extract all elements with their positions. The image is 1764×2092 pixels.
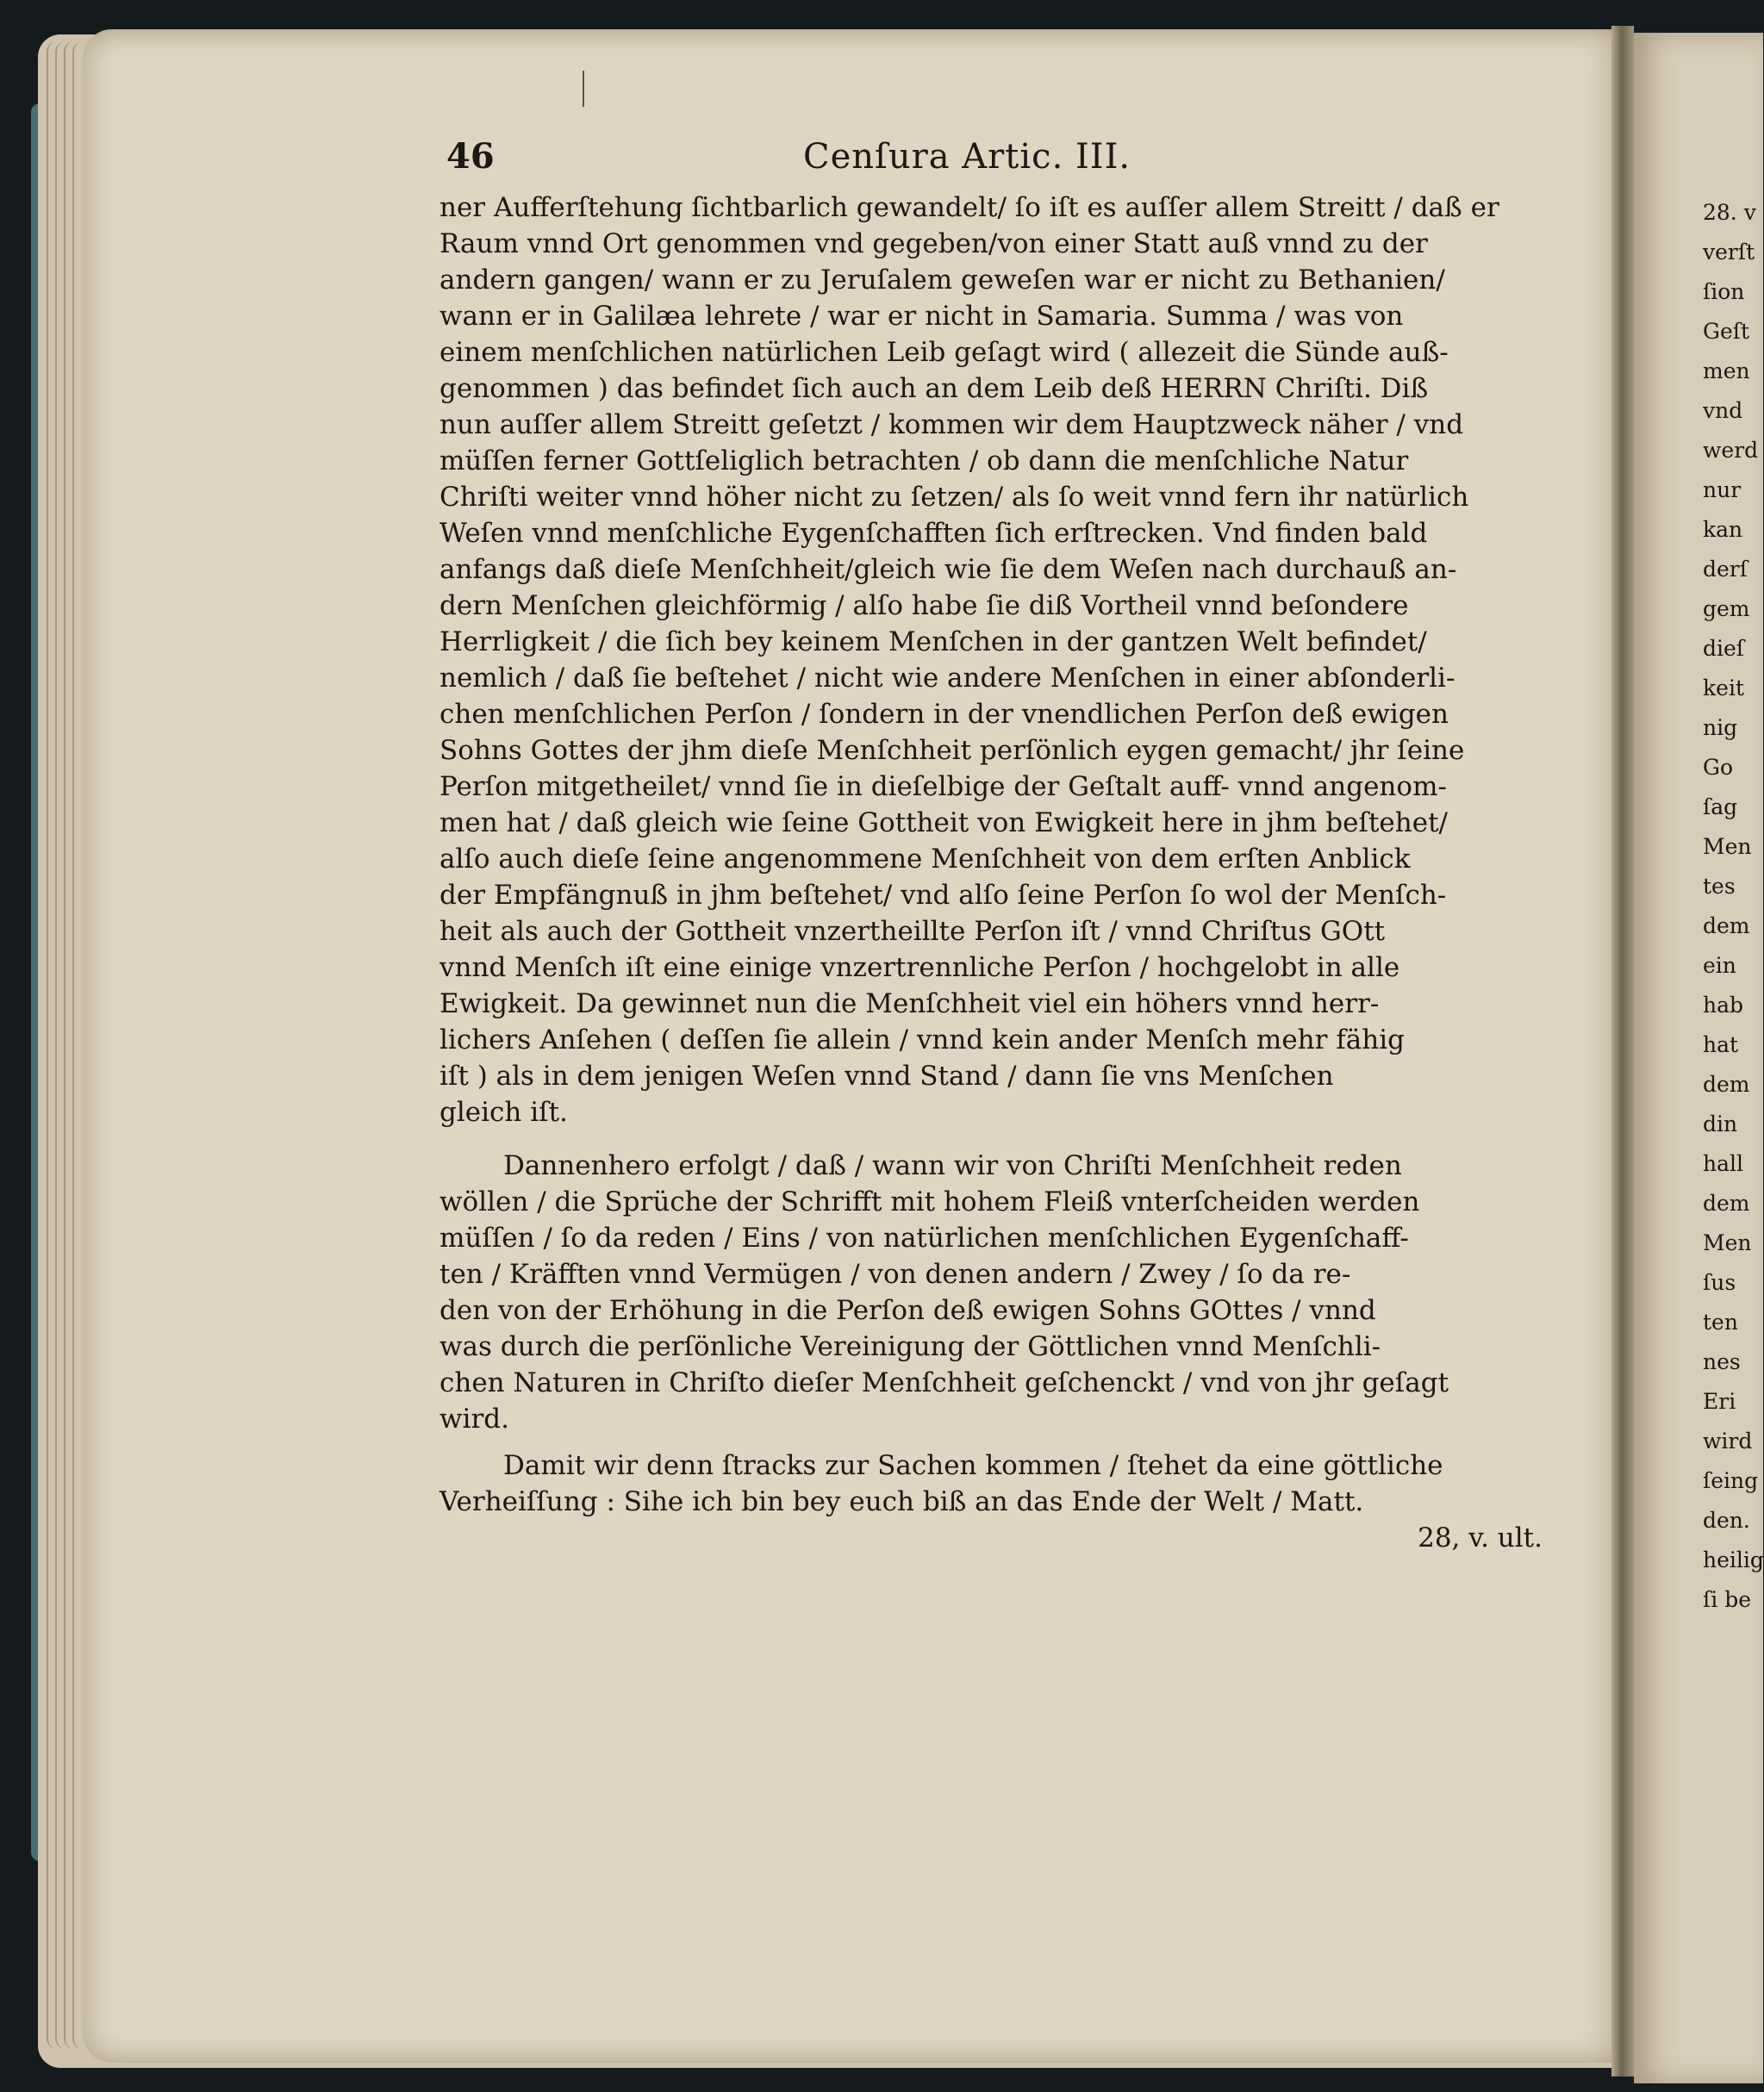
margin-fragment: nes xyxy=(1703,1349,1741,1374)
margin-fragment: ſi be xyxy=(1703,1587,1751,1612)
margin-fragment: dem xyxy=(1703,1072,1750,1097)
text-line: gleich iſt. xyxy=(439,1097,568,1128)
paragraph-spacing xyxy=(439,1130,1543,1148)
text-line: wann er in Galilæa lehrete / war er nicht in Samaria. Summa / was von xyxy=(439,301,1404,332)
text-line: Perſon mitgetheilet/ vnnd ſie in dieſelbige der Geſtalt auff- vnnd angenom- xyxy=(439,771,1447,802)
text-line: müſſen ferner Gottſeliglich betrachten / ob dann die menſchliche Natur xyxy=(439,445,1409,476)
margin-fragment: dem xyxy=(1703,913,1750,938)
paragraph-line: chen Naturen in Chriſto dieſer Menſchheit geſchenckt / vnd von jhr geſagt xyxy=(439,1367,1449,1398)
margin-fragment: werd xyxy=(1703,438,1759,463)
text-line: vnnd Menſch iſt eine einige vnzertrennliche Perſon / hochgelobt in alle xyxy=(439,952,1400,983)
paragraph-line: Damit wir denn ſtracks zur Sachen kommen / ſtehet da eine göttliche xyxy=(503,1450,1443,1481)
paragraph-line: Verheiſſung : Sihe ich bin bey euch biß an das Ende der Welt / Matt. xyxy=(439,1486,1364,1517)
text-line: Sohns Gottes der jhm dieſe Menſchheit perſönlich eygen gemacht/ jhr ſeine xyxy=(439,735,1465,766)
facing-page-fragments xyxy=(1703,193,1764,1620)
running-head-title: Cenſura Artic. III. xyxy=(803,137,1131,177)
margin-fragment: 28. v xyxy=(1703,200,1756,225)
margin-fragment: ſion xyxy=(1703,279,1745,304)
paragraph-line: ten / Kräfften vnnd Vermügen / von denen andern / Zwey / ſo da re- xyxy=(439,1259,1351,1290)
margin-fragment: gem xyxy=(1703,596,1750,621)
margin-fragment: dem xyxy=(1703,1191,1750,1216)
margin-fragment: nur xyxy=(1703,477,1742,502)
running-head xyxy=(446,131,1248,183)
margin-fragment: kan xyxy=(1703,517,1743,542)
margin-fragment: Geſt xyxy=(1703,319,1750,344)
text-line: nemlich / daß ſie beſtehet / nicht wie andere Menſchen in einer abſonderli- xyxy=(439,663,1455,694)
text-line: ner Aufferſtehung ſichtbarlich gewandelt/ ſo iſt es auſſer allem Streitt / daß er xyxy=(439,192,1499,223)
text-line: der Empfängnuß in jhm beſtehet/ vnd alſo ſeine Perſon ſo wol der Menſch- xyxy=(439,880,1447,911)
margin-fragment: derſ xyxy=(1703,557,1748,582)
paragraph-spacing xyxy=(439,1437,1543,1448)
text-line: chen menſchlichen Perſon / ſondern in der vnendlichen Perſon deß ewigen xyxy=(439,699,1449,730)
text-line: anfangs daß dieſe Menſchheit/gleich wie ſie dem Weſen nach durchauß an- xyxy=(439,554,1457,585)
text-line: Herrligkeit / die ſich bey keinem Menſchen in der gantzen Welt befindet/ xyxy=(439,626,1427,657)
paragraph-line: den von der Erhöhung in die Perſon deß ewigen Sohns GOttes / vnnd xyxy=(439,1295,1376,1326)
page-number: 46 xyxy=(446,136,495,177)
final-reference: 28, v. ult. xyxy=(1418,1522,1543,1553)
margin-fragment: ſag xyxy=(1703,794,1738,819)
text-line: Ewigkeit. Da gewinnet nun die Menſchheit viel ein höhers vnnd herr- xyxy=(439,988,1380,1019)
paragraph-line: wöllen / die Sprüche der Schrifft mit hohem Fleiß vnterſcheiden werden xyxy=(439,1186,1420,1217)
page-mark xyxy=(583,71,584,107)
margin-fragment: hat xyxy=(1703,1032,1739,1057)
paragraph-line: müſſen / ſo da reden / Eins / von natürlichen menſchlichen Eygenſchaff- xyxy=(439,1223,1409,1254)
margin-fragment: heilig xyxy=(1703,1547,1764,1572)
text-line: andern gangen/ wann er zu Jeruſalem geweſen war er nicht zu Bethanien/ xyxy=(439,265,1445,296)
margin-fragment: ſus xyxy=(1703,1270,1736,1295)
page-edge-line xyxy=(72,41,83,2049)
text-line: Weſen vnnd menſchliche Eygenſchafften ſich erſtrecken. Vnd finden bald xyxy=(439,518,1428,549)
margin-fragment: tes xyxy=(1703,874,1736,899)
paragraph-line: was durch die perſönliche Vereinigung der Göttlichen vnnd Menſchli- xyxy=(439,1331,1381,1362)
text-line: nun auſſer allem Streitt geſetzt / kommen wir dem Hauptzweck näher / vnd xyxy=(439,409,1464,440)
margin-fragment: men xyxy=(1703,358,1750,383)
text-line: lichers Anſehen ( deſſen ſie allein / vnnd kein ander Menſch mehr fähig xyxy=(439,1024,1405,1055)
text-line: heit als auch der Gottheit vnzertheillte Perſon iſt / vnnd Chriſtus GOtt xyxy=(439,916,1386,947)
text-line: Chriſti weiter vnnd höher nicht zu ſetzen/ als ſo weit vnnd fern ihr natürlich xyxy=(439,482,1469,513)
text-line: alſo auch dieſe ſeine angenommene Menſchheit von dem erſten Anblick xyxy=(439,844,1411,875)
margin-fragment: vnd xyxy=(1703,398,1743,423)
margin-fragment: Eri xyxy=(1703,1389,1736,1414)
margin-fragment: dieſ xyxy=(1703,636,1745,661)
margin-fragment: ten xyxy=(1703,1310,1738,1335)
margin-fragment: keit xyxy=(1703,676,1744,700)
margin-fragment: nig xyxy=(1703,715,1738,740)
margin-fragment: hall xyxy=(1703,1151,1743,1176)
margin-fragment: ein xyxy=(1703,953,1736,978)
margin-fragment: ſeing xyxy=(1703,1468,1759,1493)
margin-fragment: wird xyxy=(1703,1429,1753,1454)
paragraph-line: wird. xyxy=(439,1404,509,1435)
text-line: Raum vnnd Ort genommen vnd gegeben/von einer Statt auß vnnd zu der xyxy=(439,228,1428,259)
main-text-block xyxy=(439,190,1543,1556)
margin-fragment: hab xyxy=(1703,993,1744,1018)
margin-fragment: Men xyxy=(1703,1230,1752,1255)
margin-fragment: Go xyxy=(1703,755,1734,780)
margin-fragment: den. xyxy=(1703,1508,1750,1533)
book-gutter xyxy=(1611,26,1634,2076)
paragraph-line: Dannenhero erfolgt / daß / wann wir von Chriſti Menſchheit reden xyxy=(503,1150,1402,1181)
text-line: dern Menſchen gleichförmig / alſo habe ſie diß Vortheil vnnd beſondere xyxy=(439,590,1409,621)
margin-fragment: din xyxy=(1703,1111,1738,1136)
text-line: men hat / daß gleich wie ſeine Gottheit von Ewigkeit here in jhm beſtehet/ xyxy=(439,807,1448,838)
text-line: iſt ) als in dem jenigen Weſen vnnd Stand / dann ſie vns Menſchen xyxy=(439,1061,1334,1092)
margin-fragment: verſt xyxy=(1703,240,1755,265)
margin-fragment: Men xyxy=(1703,834,1752,859)
text-line: genommen ) das befindet ſich auch an dem Leib deß HERRN Chriſti. Diß xyxy=(439,373,1429,404)
text-line: einem menſchlichen natürlichen Leib geſagt wird ( allezeit die Sünde auß- xyxy=(439,337,1449,368)
